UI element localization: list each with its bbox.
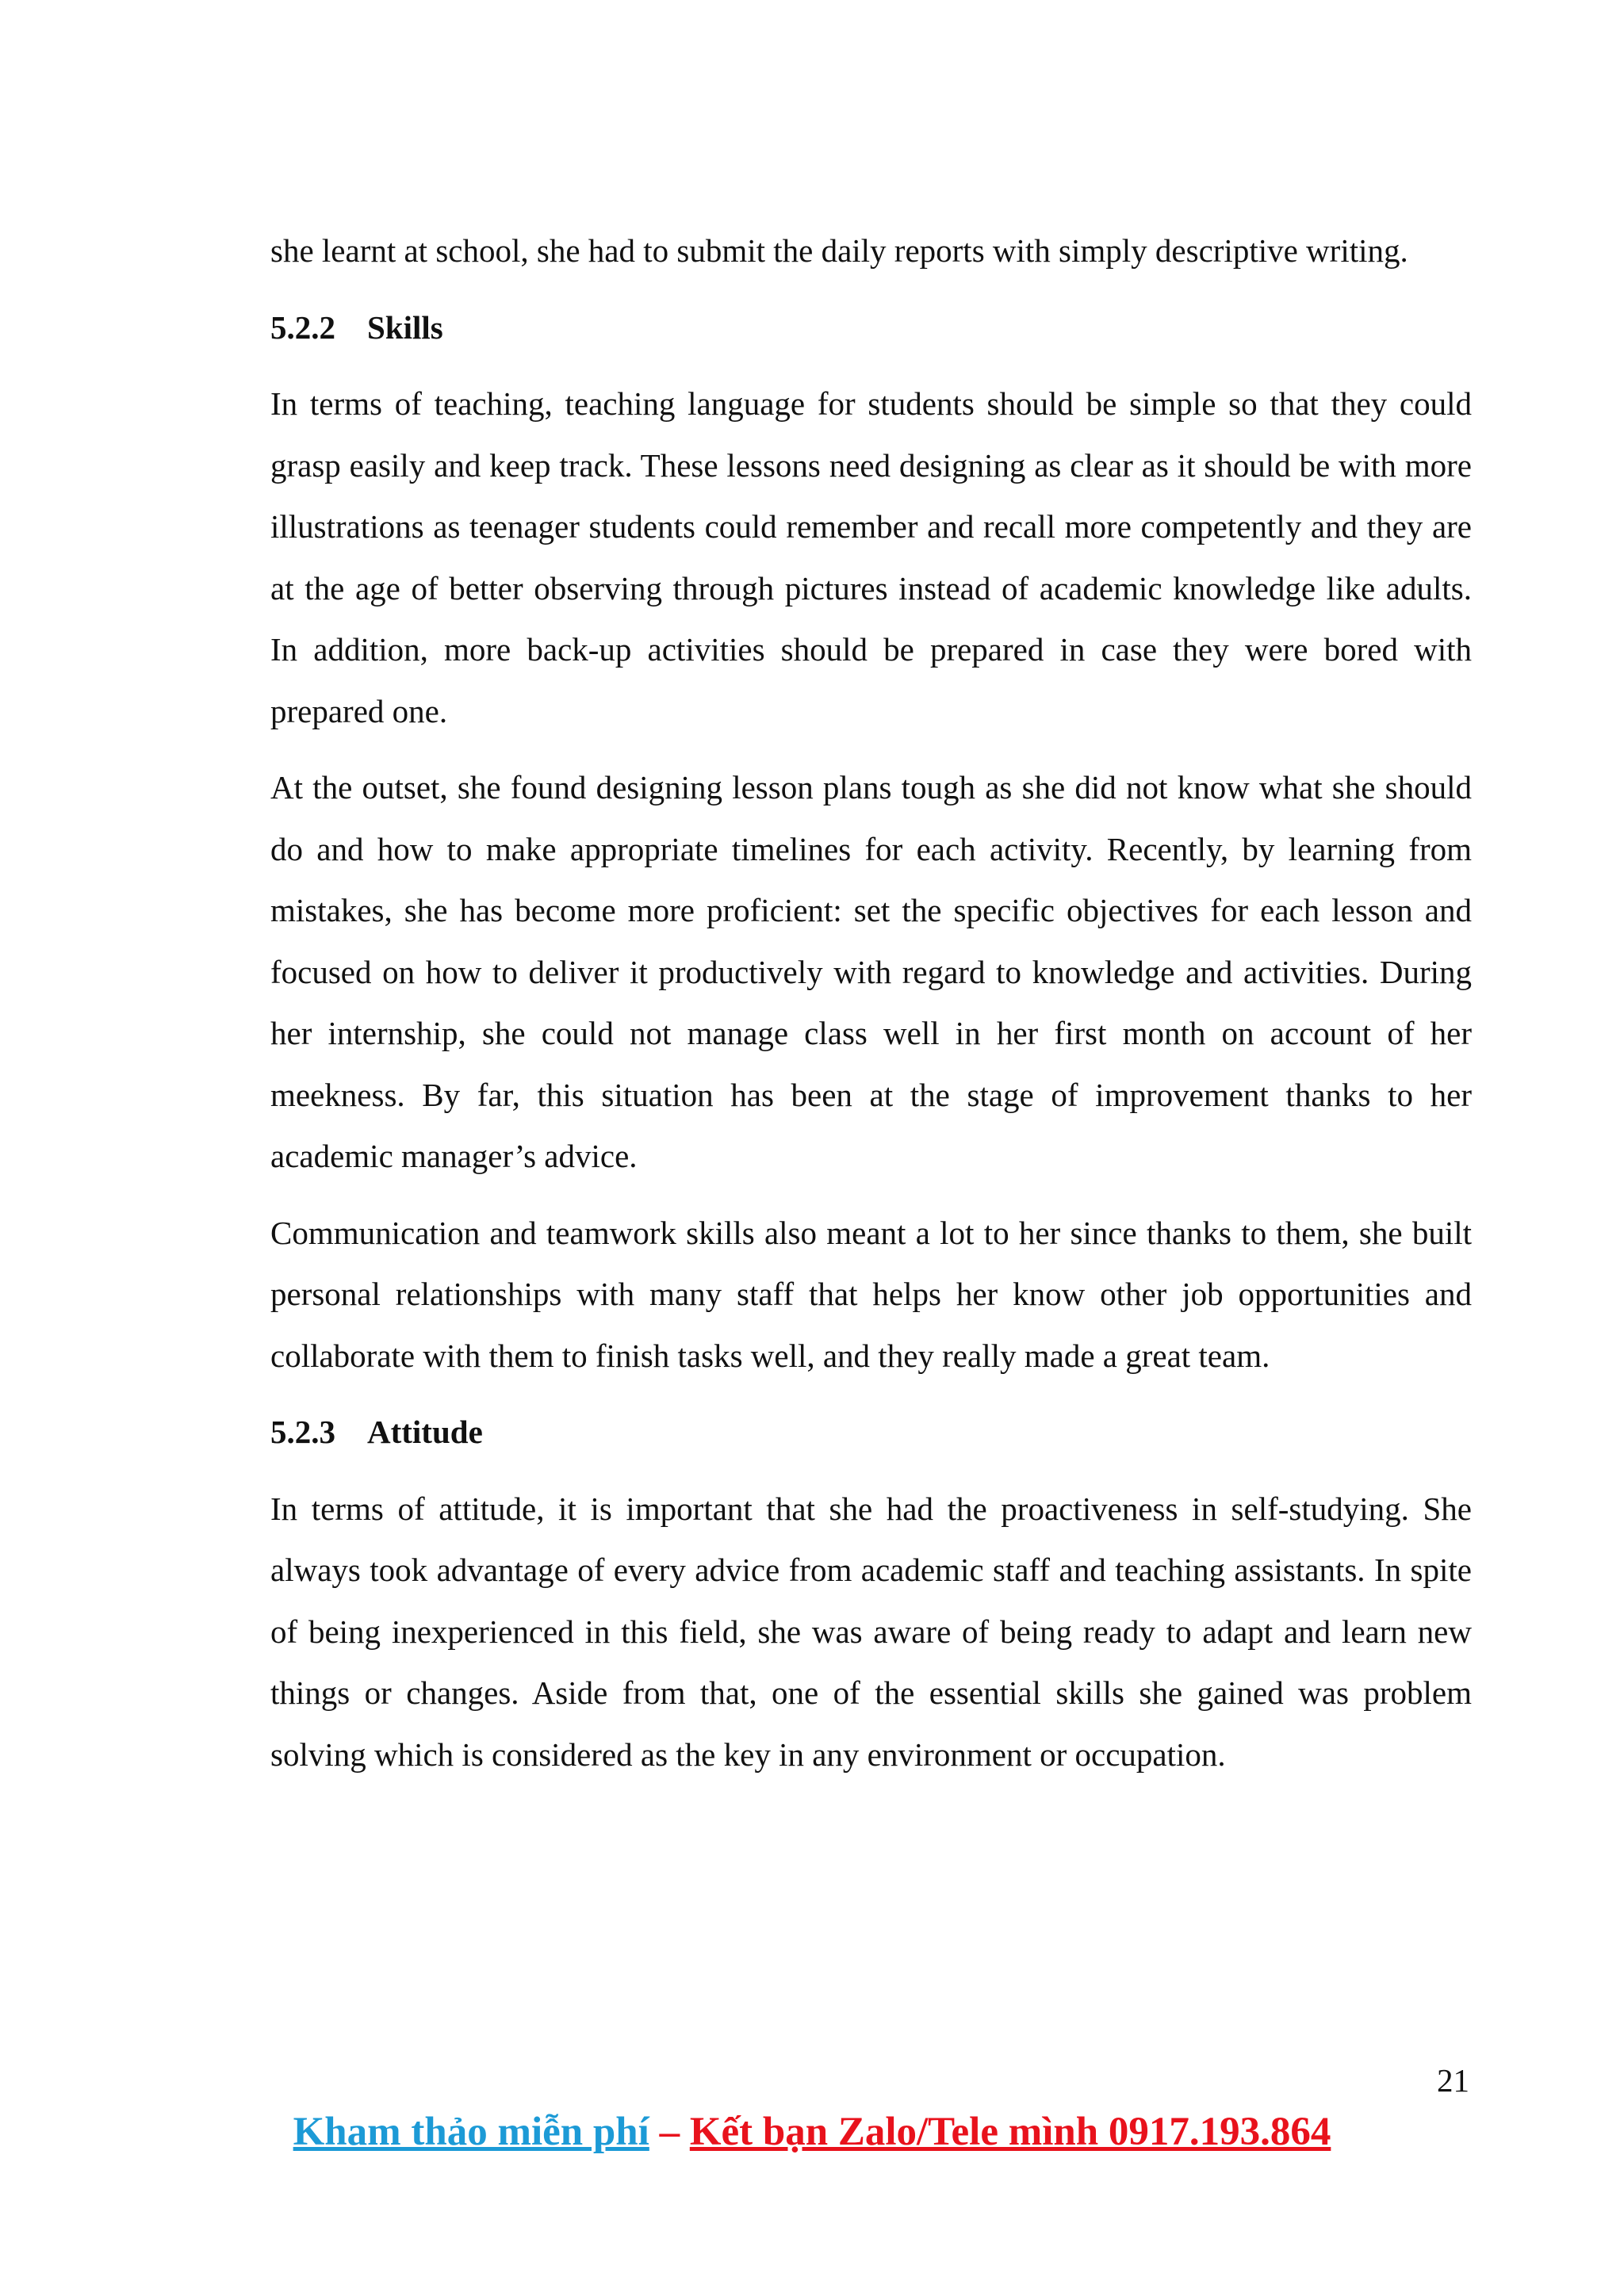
section-number: 5.2.2 [270,308,335,346]
free-reference-link[interactable]: Kham thảo miễn phí [293,2110,649,2154]
footer-banner [0,2108,1624,2156]
section-title: Skills [367,308,443,346]
section-number: 5.2.3 [270,1414,335,1450]
contact-link[interactable]: Kết bạn Zalo/Tele mình 0917.193.864 [689,2110,1331,2154]
paragraph-teaching-language: In terms of teaching, teaching language for students should be simple so that they could grasp easily and keep track. These lessons need designing as clear as it should be with more illustrations as teenager students could remember and recall more competently and they are at the age of better observing through pictures instead of academic knowledge like adults. In addition, more back-up activities should be prepared in case they were bored with prepared one. [270,385,1472,729]
footer-separator: – [649,2110,690,2154]
paragraph-continued: she learnt at school, she had to submit the daily reports with simply descriptive writing. [270,232,1408,269]
paragraph-attitude: In terms of attitude, it is important that she had the proactiveness in self-studying. She always took advantage of every advice from academic staff and teaching assistants. In spite of being inexperienced in this field, she was aware of being ready to adapt and learn new things or changes. Aside from that, one of the essential skills she gained was problem solving which is considered as the key in any environment or occupation. [270,1490,1472,1773]
section-title: Attitude [367,1414,483,1450]
section-heading-attitude [270,1402,1472,1464]
page-number: 21 [1437,2062,1469,2099]
paragraph-lesson-plans: At the outset, she found designing lesson plans tough as she did not know what she should do and how to make appropriate timelines for each activity. Recently, by learning from mistakes, she has become more proficient: set the specific objectives for each lesson and focused on how to deliver it productively with regard to knowledge and activities. During her internship, she could not manage class well in her first month on account of her meekness. By far, this situation has been at the stage of improvement thanks to her academic manager’s advice. [270,769,1472,1174]
section-heading-skills [270,297,1472,359]
paragraph-communication: Communication and teamwork skills also meant a lot to her since thanks to them, she built personal relationships with many staff that helps her know other job opportunities and collaborate with them to finish tasks well, and they really made a great team. [270,1214,1472,1374]
page-content [270,220,1472,1800]
